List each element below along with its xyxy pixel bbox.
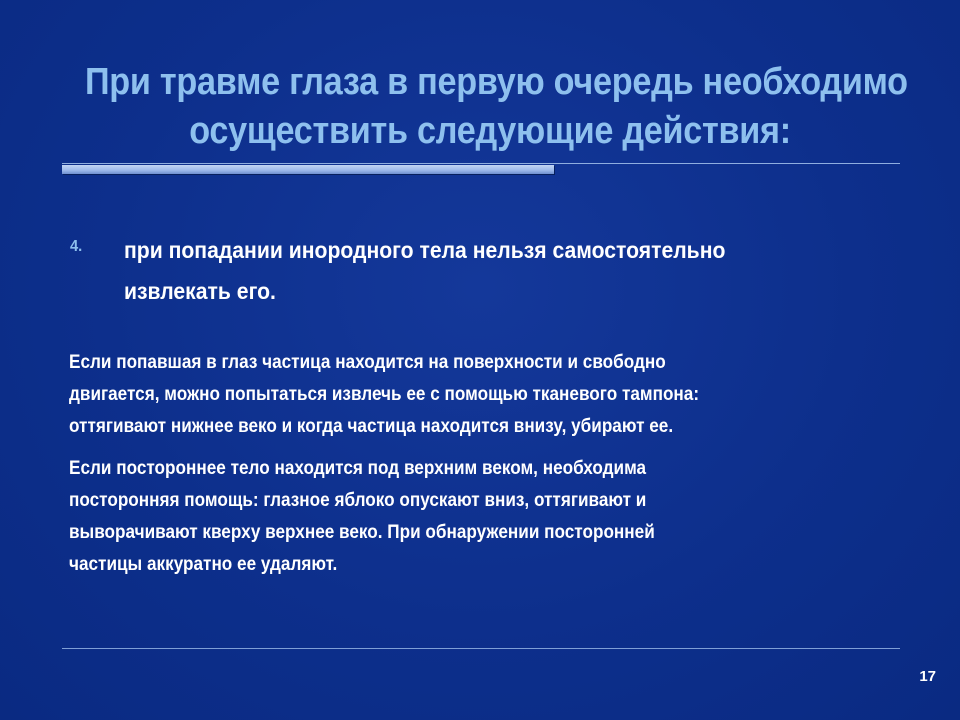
list-item-text [124,230,878,312]
slide-title [85,58,908,156]
paragraph-line: оттягивают нижнее веко и когда частица находится внизу, убирают ее. [69,415,674,437]
slide-title-line-2: осуществить следующие действия: [189,110,791,152]
paragraph-line: посторонняя помощь: глазное яблоко опускают вниз, оттягивают и [69,489,647,511]
page-number: 17 [919,668,936,685]
paragraph-upper-eyelid [69,452,826,580]
paragraph-line: частицы аккуратно ее удаляют. [69,553,338,575]
list-item-number: 4. [70,238,83,255]
list-item-text-line-2: извлекать его. [124,278,276,304]
paragraph-surface-particle [69,346,826,442]
title-accent-bar [62,165,554,174]
paragraph-line: двигается, можно попытаться извлечь ее с помощью тканевого тампона: [69,383,700,405]
title-underline-rule [62,163,900,164]
paragraph-line: Если постороннее тело находится под верхним веком, необходима [69,457,647,479]
paragraph-line: выворачивают кверху верхнее веко. При обнаружении посторонней [69,521,655,543]
list-item-text-line-1: при попадании инородного тела нельзя самостоятельно [124,237,726,263]
paragraph-line: Если попавшая в глаз частица находится на поверхности и свободно [69,351,666,373]
slide-title-line-1: При травме глаза в первую очередь необходимо [85,61,908,103]
footer-rule [62,648,900,649]
